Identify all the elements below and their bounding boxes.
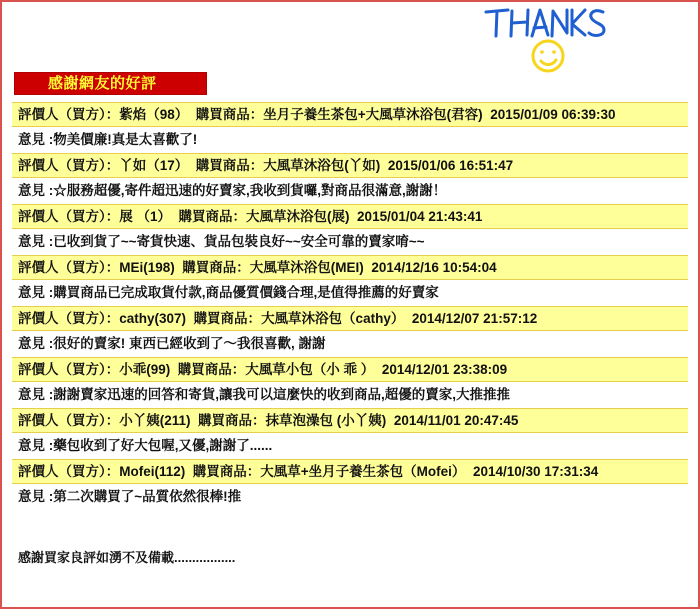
spacer xyxy=(191,413,199,428)
comment-label: 意見 : xyxy=(18,183,54,198)
comment-text: 物美價廉!真是太喜歡了! xyxy=(53,132,198,147)
product-label: 購買商品： xyxy=(193,311,262,326)
reviewer-label: 評價人（買方）： xyxy=(18,209,120,224)
comment-text: 購買商品已完成取貨付款,商品優質價錢合理,是值得推薦的好賣家 xyxy=(53,285,439,300)
comment-label: 意見 : xyxy=(18,132,54,147)
product-name: 大風草沐浴包(丫如) xyxy=(263,158,381,173)
spacer xyxy=(465,464,473,479)
reviewer-name: 展 （1） xyxy=(119,209,172,224)
comment-text: 第二次購買了~品質依然很棒!推 xyxy=(53,489,242,504)
product-name: 抹草泡澡包 (小丫姨) xyxy=(265,413,387,428)
list-item xyxy=(12,408,688,459)
comment-label: 意見 : xyxy=(18,285,54,300)
reviewer-name: Mofei(112) xyxy=(119,464,186,479)
comment-text: 藥包收到了好大包喔,又優,謝謝了...... xyxy=(53,438,273,453)
review-datetime: 2014/12/07 21:57:12 xyxy=(411,311,538,326)
reviewer-label: 評價人（買方）： xyxy=(18,413,120,428)
reviewer-name: 丫如（17） xyxy=(119,158,189,173)
product-label: 購買商品： xyxy=(192,464,261,479)
review-comment-row xyxy=(12,433,688,459)
spacer xyxy=(171,209,179,224)
footer-note: 感謝買家良評如湧不及備載................. xyxy=(18,550,236,565)
reviewer-label: 評價人（買方）： xyxy=(18,311,120,326)
product-label: 購買商品： xyxy=(198,413,266,428)
comment-label: 意見 : xyxy=(18,336,54,351)
review-comment-row xyxy=(12,229,688,255)
spacer xyxy=(188,158,196,173)
review-comment-row xyxy=(12,331,688,357)
reviewer-label: 評價人（買方）： xyxy=(18,158,120,173)
review-header xyxy=(12,408,688,433)
list-item xyxy=(12,204,688,255)
reviewer-label: 評價人（買方）： xyxy=(18,464,120,479)
review-list xyxy=(12,102,688,510)
reviewer-label: 評價人（買方）： xyxy=(18,260,120,275)
review-comment-row xyxy=(12,484,688,510)
product-name: 大風草沐浴包(展) xyxy=(246,209,350,224)
review-datetime: 2015/01/06 16:51:47 xyxy=(387,158,514,173)
spacer xyxy=(188,107,196,122)
comment-text: 已收到貨了~~寄貨快速、貨品包裝良好~~安全可靠的賣家唷~~ xyxy=(53,234,425,249)
spacer xyxy=(185,464,193,479)
product-label: 購買商品： xyxy=(178,209,247,224)
review-datetime: 2015/01/09 06:39:30 xyxy=(490,107,616,122)
review-header xyxy=(12,357,688,382)
thanks-handwriting xyxy=(480,6,620,74)
reviewer-name: MEi(198) xyxy=(119,260,175,275)
comment-text: 很好的賣家! 東西已經收到了～我很喜歡, 謝謝 xyxy=(53,336,326,351)
spacer xyxy=(170,362,178,377)
reviewer-name: cathy(307) xyxy=(119,311,187,326)
product-name: 坐月子養生茶包+大風草沐浴包(君容) xyxy=(263,107,483,122)
product-name: 大風草小包（小 乖 ） xyxy=(245,362,375,377)
spacer xyxy=(374,362,382,377)
comment-text: 謝謝賣家迅速的回答和寄貨,讓我可以這麼快的收到商品,超優的賣家,大推推推 xyxy=(53,387,511,402)
review-header xyxy=(12,255,688,280)
list-item xyxy=(12,153,688,204)
review-header xyxy=(12,153,688,178)
comment-text: ☆服務超優,寄件超迅速的好賣家,我收到貨囉,對商品很滿意,謝謝！ xyxy=(53,183,447,198)
review-datetime: 2014/12/16 10:54:04 xyxy=(371,260,497,275)
review-datetime: 2014/12/01 23:38:09 xyxy=(381,362,508,377)
list-item xyxy=(12,306,688,357)
review-header xyxy=(12,306,688,331)
reviewer-label: 評價人（買方）： xyxy=(18,107,120,122)
spacer xyxy=(350,209,358,224)
list-item xyxy=(12,357,688,408)
review-header xyxy=(12,204,688,229)
list-item xyxy=(12,102,688,153)
reviewer-name: 小乖(99) xyxy=(119,362,171,377)
review-comment-row xyxy=(12,382,688,408)
product-label: 購買商品： xyxy=(195,107,264,122)
spacer xyxy=(386,413,394,428)
comment-label: 意見 : xyxy=(18,438,54,453)
comment-label: 意見 : xyxy=(18,489,54,504)
list-item xyxy=(12,255,688,306)
spacer xyxy=(186,311,194,326)
review-header xyxy=(12,459,688,484)
review-header xyxy=(12,102,688,127)
product-label: 購買商品： xyxy=(182,260,250,275)
reviewer-label: 評價人（買方）： xyxy=(18,362,120,377)
comment-label: 意見 : xyxy=(18,387,54,402)
review-datetime: 2014/11/01 20:47:45 xyxy=(393,413,519,428)
list-item xyxy=(12,459,688,510)
review-datetime: 2015/01/04 21:43:41 xyxy=(357,209,483,224)
product-label: 購買商品： xyxy=(177,362,246,377)
review-comment-row xyxy=(12,127,688,153)
review-comment-row xyxy=(12,178,688,204)
spacer xyxy=(404,311,412,326)
reviewer-name: 小丫姨(211) xyxy=(119,413,191,428)
spacer xyxy=(380,158,388,173)
header-banner-title: 感謝網友的好評 xyxy=(48,75,157,92)
comment-label: 意見 : xyxy=(18,234,54,249)
product-name: 大風草沐浴包(MEI) xyxy=(249,260,364,275)
reviewer-name: 紫焰（98） xyxy=(119,107,189,122)
product-name: 大風草+坐月子養生茶包（Mofei） xyxy=(260,464,466,479)
product-name: 大風草沐浴包（cathy） xyxy=(261,311,405,326)
product-label: 購買商品： xyxy=(195,158,264,173)
review-datetime: 2014/10/30 17:31:34 xyxy=(472,464,599,479)
review-comment-row xyxy=(12,280,688,306)
